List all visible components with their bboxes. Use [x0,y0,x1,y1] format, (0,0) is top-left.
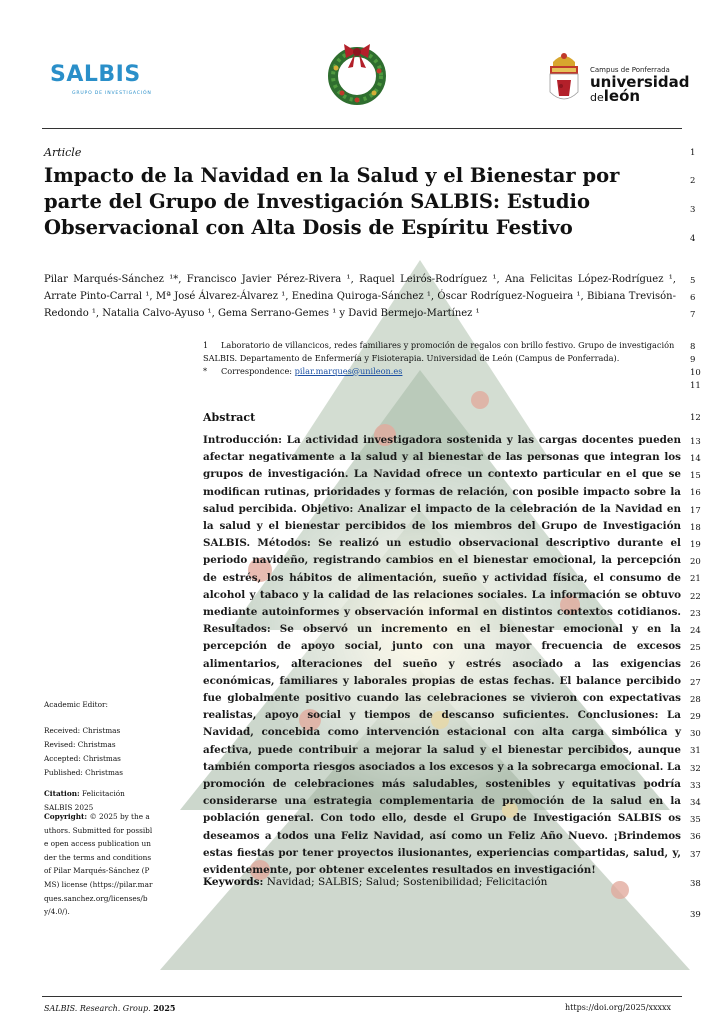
line-number: 38 [690,879,701,889]
article-type: Article [44,146,82,159]
correspondence-marker: * [203,365,208,376]
copyright-label: Copyright: [44,812,88,821]
salbis-logo-subtitle: GRUPO DE INVESTIGACIÓN [72,91,152,96]
line-number: 22 [690,592,701,602]
university-name-line2 [590,89,690,105]
line-number: 3 [690,205,696,215]
sidebar-accepted: Accepted: Christmas [44,754,121,763]
sidebar-received: Received: Christmas [44,726,121,735]
correspondence-label: Correspondence: [221,365,293,376]
line-number: 1 [690,148,696,158]
line-number: 31 [690,746,701,756]
sidebar-academic-editor: Academic Editor: [44,700,108,709]
university-name-line1: universidad [590,73,690,91]
university-name-prefix: de [590,91,604,104]
christmas-wreath-icon [322,38,392,108]
line-number: 4 [690,234,696,244]
line-number: 28 [690,695,701,705]
footer-doi[interactable]: https://doi.org/2025/xxxxx [565,1003,672,1012]
line-number: 33 [690,781,701,791]
article-title: Impacto de la Navidad en la Salud y el Bienestar por parte del Grupo de Investigación SALBIS: Estudio Observacional con Alta Dosis de Espíritu Festivo [44,164,620,239]
line-number: 39 [690,910,701,920]
line-number: 8 [690,342,696,352]
salbis-logo [50,62,160,102]
correspondence [203,365,679,378]
affiliation-marker: 1 [203,340,209,350]
line-number: 13 [690,437,701,447]
line-number: 10 [690,368,701,378]
line-number: 24 [690,626,701,636]
line-number: 6 [690,293,696,303]
line-number: 18 [690,523,701,533]
citation-text: Felicitación SALBIS 2025 [44,789,125,812]
affiliation-text: Laboratorio de villancicos, redes familiares y promoción de regalos con brillo festivo. Grupo de investigación SALBIS. Departamento de Enfermería y Fisioterapia. Universidad de León (Campus de Ponferrada). [203,340,675,363]
keywords [203,876,547,888]
line-number: 11 [690,381,701,391]
line-number: 17 [690,506,701,516]
sidebar-published: Published: Christmas [44,768,123,777]
footer-journal [44,1003,175,1013]
copyright-text: © 2025 by the authors. Submitted for possible open access publication under the terms and conditions of Pilar Marqués-Sánchez (PMS) license (https://pilar.marques.sanchez.org/licenses/by/4.0/). [44,812,153,917]
affiliation-1 [203,339,679,365]
line-number: 32 [690,764,701,774]
university-shield-icon [545,48,583,108]
line-number: 36 [690,832,701,842]
footer-journal-name: SALBIS. Research. Group. [44,1004,151,1013]
sidebar-copyright [44,810,154,919]
line-number: 20 [690,557,701,567]
line-number: 30 [690,729,701,739]
line-number: 7 [690,310,696,320]
line-number: 2 [690,176,696,186]
line-number: 19 [690,540,701,550]
affiliations [203,339,679,377]
correspondence-email-link[interactable]: pilar.marques@unileon.es [294,365,403,376]
sidebar-revised: Revised: Christmas [44,740,116,749]
university-campus-label: Campus de Ponferrada [590,66,670,74]
footer-divider [42,996,682,997]
line-number: 27 [690,678,701,688]
salbis-logo-text: SALBIS [50,62,141,87]
keywords-text: Navidad; SALBIS; Salud; Sostenibilidad; Felicitación [266,876,548,888]
university-name-city: león [603,87,641,105]
line-number: 9 [690,355,696,365]
line-number: 23 [690,609,701,619]
university-name [590,75,690,105]
line-number: 21 [690,574,701,584]
abstract-heading: Abstract [203,411,256,424]
line-number: 35 [690,815,701,825]
line-number: 14 [690,454,701,464]
line-number: 29 [690,712,701,722]
line-number: 5 [690,276,696,286]
abstract-body: Introducción: La actividad investigadora sostenida y las cargas docentes pueden afectar negativamente a la salud y al bienestar de las personas que integran los grupos de investigación. La Navidad ofrece un contexto particular en el que se modifican rutinas, prioridades y formas de relación, con posible impacto sobre la salud percibida. Objetivo: Analizar el impacto de la celebración de la Navidad en la salud y el bienestar percibidos de los miembros del Grupo de Investigación SALBIS. Métodos: Se realizó un estudio observacional descriptivo durante el periodo navideño, registrando cambios en el bienestar emocional, la percepción de estrés, los hábitos de alimentación, sueño y actividad física, el consumo de alcohol y tabaco y la calidad de las relaciones sociales. La información se obtuvo mediante autoinformes y observación informal en distintos contextos cotidianos. Resultados: Se observó un incremento en el bienestar emocional y en la percepción de apoyo social, junto con una mayor frecuencia de excesos alimentarios, alteraciones del sueño y estrés asociado a las exigencias económicas, familiares y laborales propias de estas fechas. El balance percibido fue globalmente positivo cuando las celebraciones se vivieron con expectativas realistas, apoyo social y tiempos de descanso suficientes. Conclusiones: La Navidad, concebida como intervención estacional con alta carga simbólica y afectiva, puede contribuir a mejorar la salud y el bienestar percibidos, aunque también comporta riesgos asociados a los excesos y a la sobrecarga emocional. La promoción de celebraciones más saludables, sostenibles y equitativas podría considerarse una estrategia complementaria de promoción de la salud en la población general. Con todo ello, desde el Grupo de Investigación SALBIS os deseamos a todos una Feliz Navidad, así como un Feliz Año Nuevo. ¡Brindemos estas fiestas por tener proyectos ilusionantes, experiencias compartidas, salud, y, evidentemente, por obtener excelentes resultados en investigación! [203,434,681,877]
keywords-label: Keywords: [203,876,264,888]
line-number: 26 [690,660,701,670]
line-number: 15 [690,471,701,481]
header-divider [42,128,682,129]
line-number: 25 [690,643,701,653]
line-number: 16 [690,488,701,498]
line-number: 12 [690,413,701,423]
author-list: Pilar Marqués-Sánchez ¹*, Francisco Javier Pérez-Rivera ¹, Raquel Leirós-Rodríguez ¹, Ana Felicitas López-Rodríguez ¹, Arrate Pinto-Carral ¹, Mª José Álvarez-Álvarez ¹, Enedina Quiroga-Sánchez ¹, Óscar Rodríguez-Nogueira ¹, Bibiana Trevisón-Redondo ¹, Natalia Calvo-Ayuso ¹, Gema Serrano-Gemes ¹ y David Bermejo-Martínez ¹ [44,274,676,319]
citation-label: Citation: [44,789,80,798]
footer-year: 2025 [153,1003,176,1013]
line-number: 37 [690,850,701,860]
line-number: 34 [690,798,701,808]
